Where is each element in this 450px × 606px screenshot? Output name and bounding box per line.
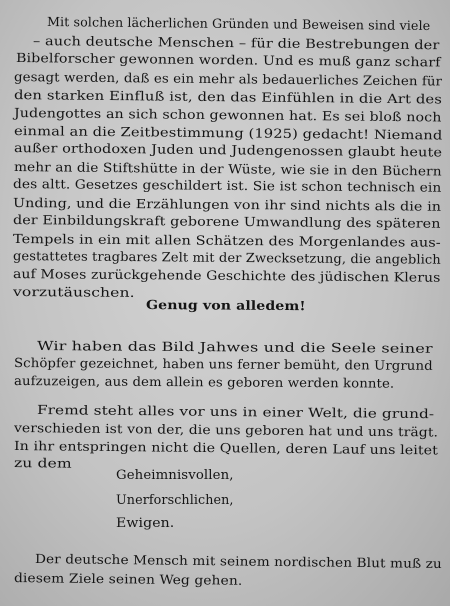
text-line: vorzutäuschen. — [12, 284, 135, 300]
text-line: Wir haben das Bild Jahwes und die Seele seiner — [36, 338, 433, 356]
text-line: der Einbildungskraft geborene Umwandlung des späteren — [12, 212, 441, 231]
text-line: Mit solchen lächerlichen Gründen und Beweisen sind viele — [46, 14, 431, 34]
text-line: außer orthodoxen Juden und Judengenossen glaubt heute — [13, 140, 443, 160]
text-line: Unding, und die Erzählungen von ihr sind nichts als die in — [12, 195, 442, 214]
section-heading: Genug von alledem! — [145, 297, 306, 314]
text-line: zu dem — [13, 455, 72, 471]
text-line: Fremd steht alles vor uns in einer Welt, die grund- — [36, 402, 435, 422]
text-line: Schöpfer gezeichnet, haben uns ferner bemüht, den Urgrund — [13, 355, 433, 373]
text-line: gestattetes tragbares Zelt mit der Zwecksetzung, die angeblich — [12, 248, 441, 267]
text-line: – auch deutsche Menschen – für die Bestrebungen der — [32, 33, 440, 53]
text-line: auf Moses zurückgehende Geschichte des jüdischen Klerus — [12, 266, 441, 285]
text-line: des altt. Gesetzes geschildert ist. Sie ist schon technisch ein — [12, 176, 442, 195]
text-line: aufzuzeigen, aus dem allein es geboren werden konnte. — [13, 373, 395, 391]
text-line: In ihr entspringen nicht die Quellen, deren Lauf uns leitet — [13, 438, 439, 458]
text-line: Bibelforscher gewonnen worden. Und es muß ganz scharf — [15, 50, 441, 70]
text-line: einmal an die Zeitbestimmung (1925) gedacht! Niemand — [13, 123, 443, 143]
list-item: Unerforschlichen, — [116, 492, 234, 507]
text-line: Judengottes an sich schon gewonnen hat. Es sei bloß noch — [13, 105, 442, 125]
text-line: verschieden ist von der, die uns geboren hat und uns trägt. — [13, 420, 439, 440]
text-line: den starken Einfluß ist, den das Einfühlen in die Art des — [13, 87, 443, 107]
text-line: diesem Ziele seinen Weg gehen. — [13, 570, 243, 588]
text-line: mehr an die Stiftshütte in der Wüste, wie sie in den Büchern — [13, 159, 442, 179]
text-line: Der deutsche Mensch mit seinem nordischen Blut muß zu — [34, 551, 442, 571]
list-item: Geheimnisvollen, — [116, 467, 234, 482]
list-item: Ewigen. — [116, 515, 175, 530]
text-line: gesagt werden, daß es ein mehr als bedauerliches Zeichen für — [13, 69, 443, 89]
text-line: Tempels in ein mit allen Schätzen des Morgenlandes aus- — [12, 231, 441, 250]
